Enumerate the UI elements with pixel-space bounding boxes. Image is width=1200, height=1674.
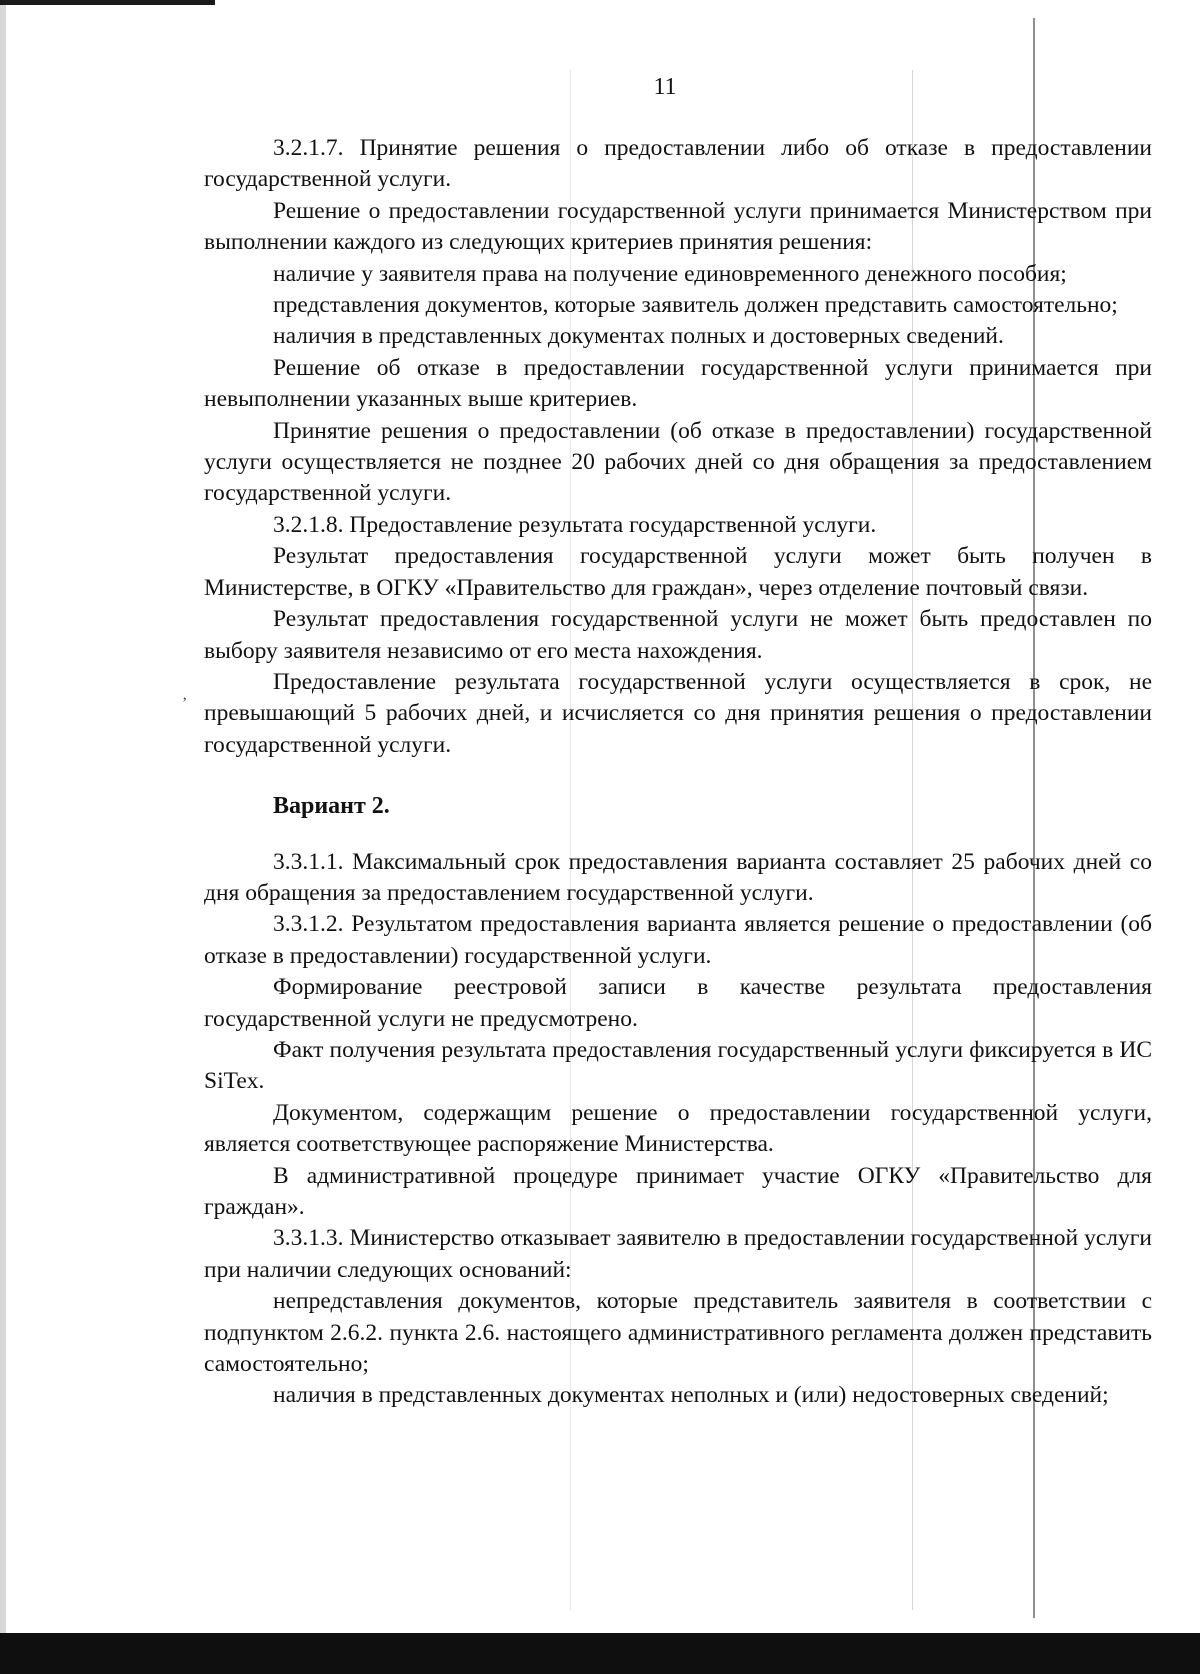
paragraph-decision-criteria: Решение о предоставлении государственной услуги принимается Министерством при выполнении каждого из следующих критериев принятия решения: <box>204 197 1152 256</box>
paragraph-result-location: Результат предоставления государственной услуги не может быть предоставлен по выбору заявителя независимо от его места нахождения. <box>204 606 1152 664</box>
paragraph-decision-term: Принятие решения о предоставлении (об отказе в предоставлении) государственной услуги осуществляется не позднее 20 рабочих дней со дня обращения за предоставлением государственной услуги. <box>204 417 1152 507</box>
paragraph-criterion-2: представления документов, которые заявитель должен представить самостоятельно; <box>273 292 1118 319</box>
paragraph-result-term: Предоставление результата государственной услуги осуществляется в срок, не превышающий 5 рабочих дней, и исчисляется со дня принятия решения о предоставлении государственной услуги. <box>204 668 1152 758</box>
document-body <box>204 133 1152 1412</box>
page-number: 11 <box>653 74 677 100</box>
paragraph-registry-record: Формирование реестровой записи в качестве результата предоставления государственной услуги не предусмотрено. <box>204 974 1152 1032</box>
paragraph-refusal: Решение об отказе в предоставлении государственной услуги принимается при невыполнении указанных выше критериев. <box>204 354 1152 413</box>
heading-variant-2: Вариант 2. <box>273 793 390 820</box>
paragraph-criterion-1: наличие у заявителя права на получение единовременного денежного пособия; <box>273 260 1067 287</box>
paragraph-criterion-3: наличия в представленных документах полных и достоверных сведений. <box>273 323 1004 350</box>
paragraph-ogku-participation: В административной процедуре принимает участие ОГКУ «Правительство для граждан». <box>204 1162 1152 1220</box>
scan-top-line <box>0 0 215 5</box>
scan-left-edge <box>0 0 6 1674</box>
paragraph-3-3-1-2: 3.3.1.2. Результатом предоставления варианта является решение о предоставлении (об отказе в предоставлении) государственной услуги. <box>204 911 1152 969</box>
margin-mark: ‚ <box>182 686 188 703</box>
scan-bottom-bar <box>0 1633 1200 1674</box>
paragraph-3-3-1-3: 3.3.1.3. Министерство отказывает заявителю в предоставлении государственной услуги при наличии следующих оснований: <box>204 1225 1152 1283</box>
paragraph-3-2-1-7: 3.2.1.7. Принятие решения о предоставлении либо об отказе в предоставлении государственной услуги. <box>204 135 1152 193</box>
paragraph-refusal-ground-2: наличия в представленных документах неполных и (или) недостоверных сведений; <box>273 1382 1109 1409</box>
paragraph-ministry-order: Документом, содержащим решение о предоставлении государственной услуги, является соответствующее распоряжение Министерства. <box>204 1099 1152 1158</box>
paragraph-3-3-1-1: 3.3.1.1. Максимальный срок предоставления варианта составляет 25 рабочих дней со дня обращения за предоставлением государственной услуги. <box>204 848 1152 906</box>
paragraph-result-receipt: Результат предоставления государственной услуги может быть получен в Министерстве, в ОГКУ «Правительство для граждан», через отделение почтовый связи. <box>204 543 1152 601</box>
paragraph-sitex: Факт получения результата предоставления государственный услуги фиксируется в ИС SiTex. <box>204 1036 1152 1095</box>
paragraph-3-2-1-8: 3.2.1.8. Предоставление результата государственной услуги. <box>273 511 877 538</box>
paragraph-refusal-ground-1: непредставления документов, которые представитель заявителя в соответствии с подпунктом 2.6.2. пункта 2.6. настоящего административного регламента должен представить самостоятельно; <box>204 1288 1152 1378</box>
